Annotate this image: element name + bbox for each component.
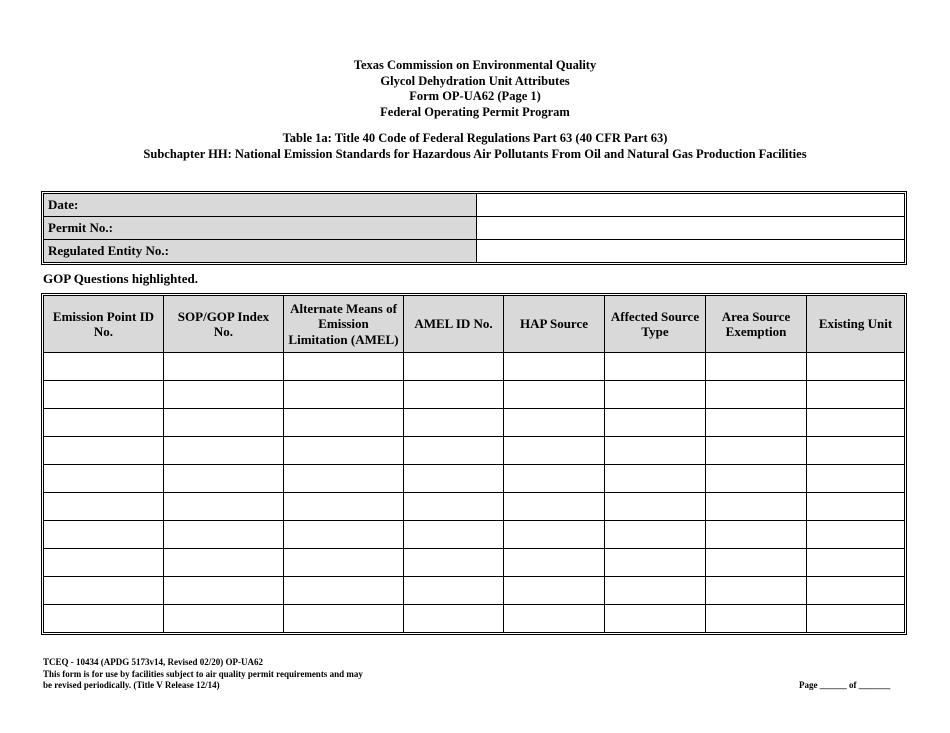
cell-amel[interactable] xyxy=(284,381,404,409)
entity-label: Regulated Entity No.: xyxy=(44,240,477,262)
table-row xyxy=(44,409,904,437)
cell-amel[interactable] xyxy=(284,409,404,437)
cell-hap-source[interactable] xyxy=(504,605,605,632)
page-number: Page ______ of _______ xyxy=(799,680,891,690)
cell-affected-source-type[interactable] xyxy=(605,437,706,465)
cell-area-source-exemption[interactable] xyxy=(706,381,807,409)
table-row xyxy=(44,577,904,605)
cell-sop-gop-index[interactable] xyxy=(164,549,284,577)
cell-amel-id[interactable] xyxy=(404,353,504,381)
cell-hap-source[interactable] xyxy=(504,465,605,493)
cell-area-source-exemption[interactable] xyxy=(706,549,807,577)
cell-area-source-exemption[interactable] xyxy=(706,437,807,465)
cell-area-source-exemption[interactable] xyxy=(706,465,807,493)
col-emission-point-id: Emission Point ID No. xyxy=(44,296,164,353)
table-row xyxy=(44,521,904,549)
date-field[interactable] xyxy=(477,194,904,217)
cell-amel-id[interactable] xyxy=(404,437,504,465)
cell-amel[interactable] xyxy=(284,493,404,521)
form-id: TCEQ - 10434 (APDG 5173v14, Revised 02/20) OP-UA62 xyxy=(43,657,263,667)
cell-affected-source-type[interactable] xyxy=(605,605,706,632)
form-header xyxy=(0,58,950,162)
permit-label: Permit No.: xyxy=(44,217,477,240)
cell-emission-point-id[interactable] xyxy=(44,409,164,437)
table-row xyxy=(44,381,904,409)
cell-sop-gop-index[interactable] xyxy=(164,521,284,549)
table-row xyxy=(44,465,904,493)
cell-area-source-exemption[interactable] xyxy=(706,577,807,605)
cell-existing-unit[interactable] xyxy=(807,353,904,381)
cell-affected-source-type[interactable] xyxy=(605,465,706,493)
table-row xyxy=(44,605,904,632)
cell-affected-source-type[interactable] xyxy=(605,521,706,549)
form-notice-1: This form is for use by facilities subject to air quality permit requirements and may xyxy=(43,668,363,679)
cell-hap-source[interactable] xyxy=(504,493,605,521)
cell-amel-id[interactable] xyxy=(404,577,504,605)
cell-emission-point-id[interactable] xyxy=(44,521,164,549)
table-row xyxy=(44,437,904,465)
cell-area-source-exemption[interactable] xyxy=(706,493,807,521)
col-hap-source: HAP Source xyxy=(504,296,605,353)
cell-amel-id[interactable] xyxy=(404,549,504,577)
permit-row xyxy=(44,217,904,240)
cell-sop-gop-index[interactable] xyxy=(164,353,284,381)
program-name: Federal Operating Permit Program xyxy=(380,104,570,119)
header-row xyxy=(44,296,904,353)
cell-existing-unit[interactable] xyxy=(807,577,904,605)
col-affected-source-type: Affected Source Type xyxy=(605,296,706,353)
cell-hap-source[interactable] xyxy=(504,409,605,437)
entity-row xyxy=(44,240,904,262)
cell-amel-id[interactable] xyxy=(404,465,504,493)
cell-emission-point-id[interactable] xyxy=(44,549,164,577)
cell-existing-unit[interactable] xyxy=(807,465,904,493)
entity-field[interactable] xyxy=(477,240,904,262)
cell-sop-gop-index[interactable] xyxy=(164,493,284,521)
date-row xyxy=(44,194,904,217)
cell-emission-point-id[interactable] xyxy=(44,465,164,493)
cell-emission-point-id[interactable] xyxy=(44,353,164,381)
cell-hap-source[interactable] xyxy=(504,577,605,605)
cell-amel-id[interactable] xyxy=(404,381,504,409)
cell-existing-unit[interactable] xyxy=(807,549,904,577)
cell-amel[interactable] xyxy=(284,605,404,632)
cell-affected-source-type[interactable] xyxy=(605,549,706,577)
table-body xyxy=(44,353,904,632)
cell-hap-source[interactable] xyxy=(504,381,605,409)
permit-info-table xyxy=(41,191,907,265)
cell-area-source-exemption[interactable] xyxy=(706,521,807,549)
cell-affected-source-type[interactable] xyxy=(605,353,706,381)
cell-amel[interactable] xyxy=(284,549,404,577)
date-label: Date: xyxy=(44,194,477,217)
cell-hap-source[interactable] xyxy=(504,549,605,577)
cell-affected-source-type[interactable] xyxy=(605,577,706,605)
cell-existing-unit[interactable] xyxy=(807,521,904,549)
cell-area-source-exemption[interactable] xyxy=(706,605,807,632)
cell-amel-id[interactable] xyxy=(404,521,504,549)
cell-emission-point-id[interactable] xyxy=(44,381,164,409)
col-amel: Alternate Means of Emission Limitation (AMEL) xyxy=(284,296,404,353)
cell-sop-gop-index[interactable] xyxy=(164,381,284,409)
cell-existing-unit[interactable] xyxy=(807,437,904,465)
table-row xyxy=(44,353,904,381)
cell-amel[interactable] xyxy=(284,353,404,381)
cell-hap-source[interactable] xyxy=(504,437,605,465)
cell-amel-id[interactable] xyxy=(404,493,504,521)
cell-emission-point-id[interactable] xyxy=(44,577,164,605)
cell-amel[interactable] xyxy=(284,577,404,605)
cell-emission-point-id[interactable] xyxy=(44,493,164,521)
col-existing-unit: Existing Unit xyxy=(807,296,904,353)
cell-affected-source-type[interactable] xyxy=(605,381,706,409)
cell-existing-unit[interactable] xyxy=(807,381,904,409)
gop-note: GOP Questions highlighted. xyxy=(43,271,198,286)
agency-title: Texas Commission on Environmental Quality xyxy=(353,58,597,72)
cell-affected-source-type[interactable] xyxy=(605,493,706,521)
cell-emission-point-id[interactable] xyxy=(44,605,164,632)
cell-amel[interactable] xyxy=(284,437,404,465)
cell-sop-gop-index[interactable] xyxy=(164,437,284,465)
cell-amel[interactable] xyxy=(284,521,404,549)
cell-area-source-exemption[interactable] xyxy=(706,353,807,381)
cell-sop-gop-index[interactable] xyxy=(164,605,284,632)
cell-sop-gop-index[interactable] xyxy=(164,465,284,493)
cell-hap-source[interactable] xyxy=(504,521,605,549)
cell-emission-point-id[interactable] xyxy=(44,437,164,465)
cell-amel-id[interactable] xyxy=(404,605,504,632)
form-number: Form OP-UA62 (Page 1) xyxy=(409,89,541,103)
col-area-source-exemption: Area Source Exemption xyxy=(706,296,807,353)
form-notice-2: be revised periodically. (Title V Release 12/14) xyxy=(43,680,220,690)
cell-area-source-exemption[interactable] xyxy=(706,409,807,437)
cell-sop-gop-index[interactable] xyxy=(164,577,284,605)
form-subject: Glycol Dehydration Unit Attributes xyxy=(380,73,570,88)
table-row xyxy=(44,493,904,521)
permit-field[interactable] xyxy=(477,217,904,240)
col-amel-id: AMEL ID No. xyxy=(404,296,504,353)
cell-affected-source-type[interactable] xyxy=(605,409,706,437)
table-row xyxy=(44,549,904,577)
cell-amel-id[interactable] xyxy=(404,409,504,437)
attributes-table xyxy=(41,293,907,635)
col-sop-gop-index: SOP/GOP Index No. xyxy=(164,296,284,353)
subchapter-title: Subchapter HH: National Emission Standards for Hazardous Air Pollutants From Oil and Natural Gas Production Facilities xyxy=(143,146,807,161)
cell-existing-unit[interactable] xyxy=(807,493,904,521)
cell-existing-unit[interactable] xyxy=(807,605,904,632)
cell-existing-unit[interactable] xyxy=(807,409,904,437)
table-title: Table 1a: Title 40 Code of Federal Regulations Part 63 (40 CFR Part 63) xyxy=(282,131,668,145)
cell-hap-source[interactable] xyxy=(504,353,605,381)
cell-sop-gop-index[interactable] xyxy=(164,409,284,437)
cell-amel[interactable] xyxy=(284,465,404,493)
form-footer xyxy=(43,657,363,692)
